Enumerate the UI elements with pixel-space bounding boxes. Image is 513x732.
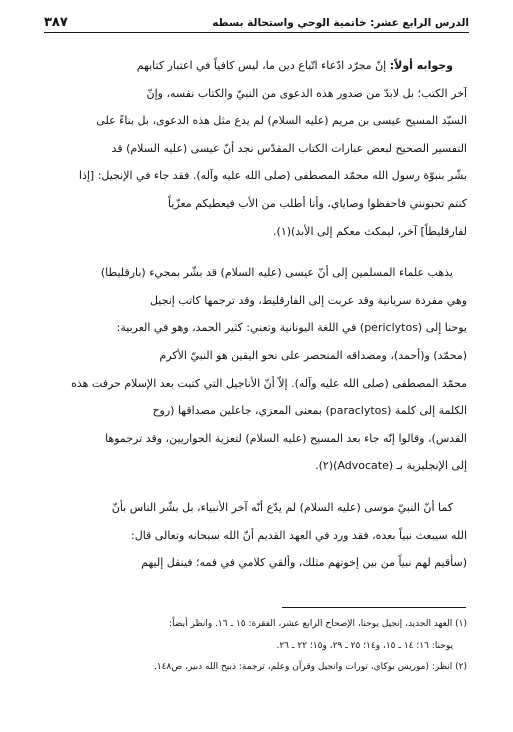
text-line-rest: إنّ مجرّد ادّعاء اتّباع دين ما، ليس كافياً في اعتبار كتابهم bbox=[136, 59, 390, 72]
text-line: الكلمة إلى كلمة (paraclytos) بمعنى المعزي، جاعلين مصداقها (روح bbox=[152, 404, 467, 418]
page-number: ٣٨٧ bbox=[44, 15, 68, 30]
text-line: القدس)، وقالوا إنّه جاء بعد المسيح (عليه السلام) لتعزية الحواريين، وقد ترجموها bbox=[105, 431, 467, 445]
paragraph-3 bbox=[46, 494, 467, 577]
text-line: كما أنّ النبيّ موسى (عليه السلام) لم يدّع أنّه آخر الأنبياء، بل بشّر الناس بأنّ bbox=[111, 500, 453, 514]
text-line: لفارقليطاً] آخر، ليمكث معكم إلى الأبد)(١). bbox=[273, 224, 467, 238]
text-line: وهي مفردة سريانية وقد عربت إلى الفارقليط، وقد ترجمها كاتب إنجيل bbox=[149, 293, 467, 307]
text-line: (محمّد) و(أحمد)، ومصداقه المنحصر على نحو اليقين هو النبيّ الأكرم bbox=[159, 348, 467, 362]
footnote-1: (١) العهد الجديد، إنجيل يوحنا، الإصحاح الرابع عشر، الفقرة: ١٥ ـ ١٦. وانظر أيضاً: bbox=[169, 619, 467, 629]
footnote-1-continuation: يوحنا: ١٦؛ ١٤ ـ ١٥، و١٤؛ ٢٥ ـ ٢٩، و١٥؛ ٢٢ ـ ٢٦. bbox=[276, 640, 453, 651]
text-line: الله سيبعث نبياً بعده، فقد ورد في العهد القديم أنّ الله سبحانه وتعالى قال: bbox=[131, 528, 467, 542]
text-line: (سأقيم لهم نبياً من بين إخوتهم مثلك، وألقي كلامي في فمه؛ فينقل إليهم bbox=[141, 556, 467, 570]
text-line: كنتم تحبونني فاحفظوا وصاياي، وأنا أطلب من الأب فيعطيكم معزّياً bbox=[168, 196, 467, 210]
text-line: إلى الإنجليزية بـ (Advocate)(٢). bbox=[315, 459, 467, 473]
text-line: يوحنا إلى (periclytos) في اللغة اليونانية وتعني: كثير الحمد، وهو في العربية: bbox=[116, 321, 467, 335]
text-line bbox=[46, 52, 467, 80]
text-line: يذهب علماء المسلمين إلى أنّ عيسى (عليه السلام) قد بشّر بمجيء (بارقليطا) bbox=[100, 266, 453, 280]
text-line: السيّد المسيح عيسى بن مريم (عليه السلام) لم يدع مثل هذه الدعوى، بل بناءً على bbox=[96, 114, 467, 128]
paragraph-1 bbox=[46, 52, 467, 245]
running-header bbox=[44, 10, 469, 33]
text-line: محمّد المصطفى (صلى الله عليه وآله). إلاّ أنّ الأناجيل التي كتبت بعد الإسلام حرفت هذه bbox=[71, 376, 467, 390]
chapter-title: الدرس الرابع عشر: خاتمية الوحي واستحالة بسطه bbox=[212, 17, 469, 29]
text-line: بشّر بنبوّة رسول الله محمّد المصطفى (صلى الله عليه وآله). فقد جاء في الإنجيل: [إذا bbox=[78, 169, 467, 183]
main-text bbox=[46, 52, 467, 591]
paragraph-2 bbox=[46, 259, 467, 480]
footnotes bbox=[46, 614, 467, 679]
text-line: آخر الكتب؛ بل لابدّ من صدور هذه الدعوى من النبيّ والكتاب نفسه، وإنّ bbox=[146, 86, 467, 100]
footnote-2: (٢) انظر: (موريس بوكاي، تورات وانجيل وقرآن وعلم، ترجمة: ذبيح الله دبير، ص١٤٨. bbox=[153, 662, 467, 672]
footnote-separator bbox=[282, 607, 466, 608]
text-line: التفسير الصحيح لبعض عبارات الكتاب المقدّس نجد أنّ عيسى (عليه السلام) قد bbox=[111, 141, 467, 155]
answer-lead: وجوابه أولاً: bbox=[389, 59, 453, 72]
